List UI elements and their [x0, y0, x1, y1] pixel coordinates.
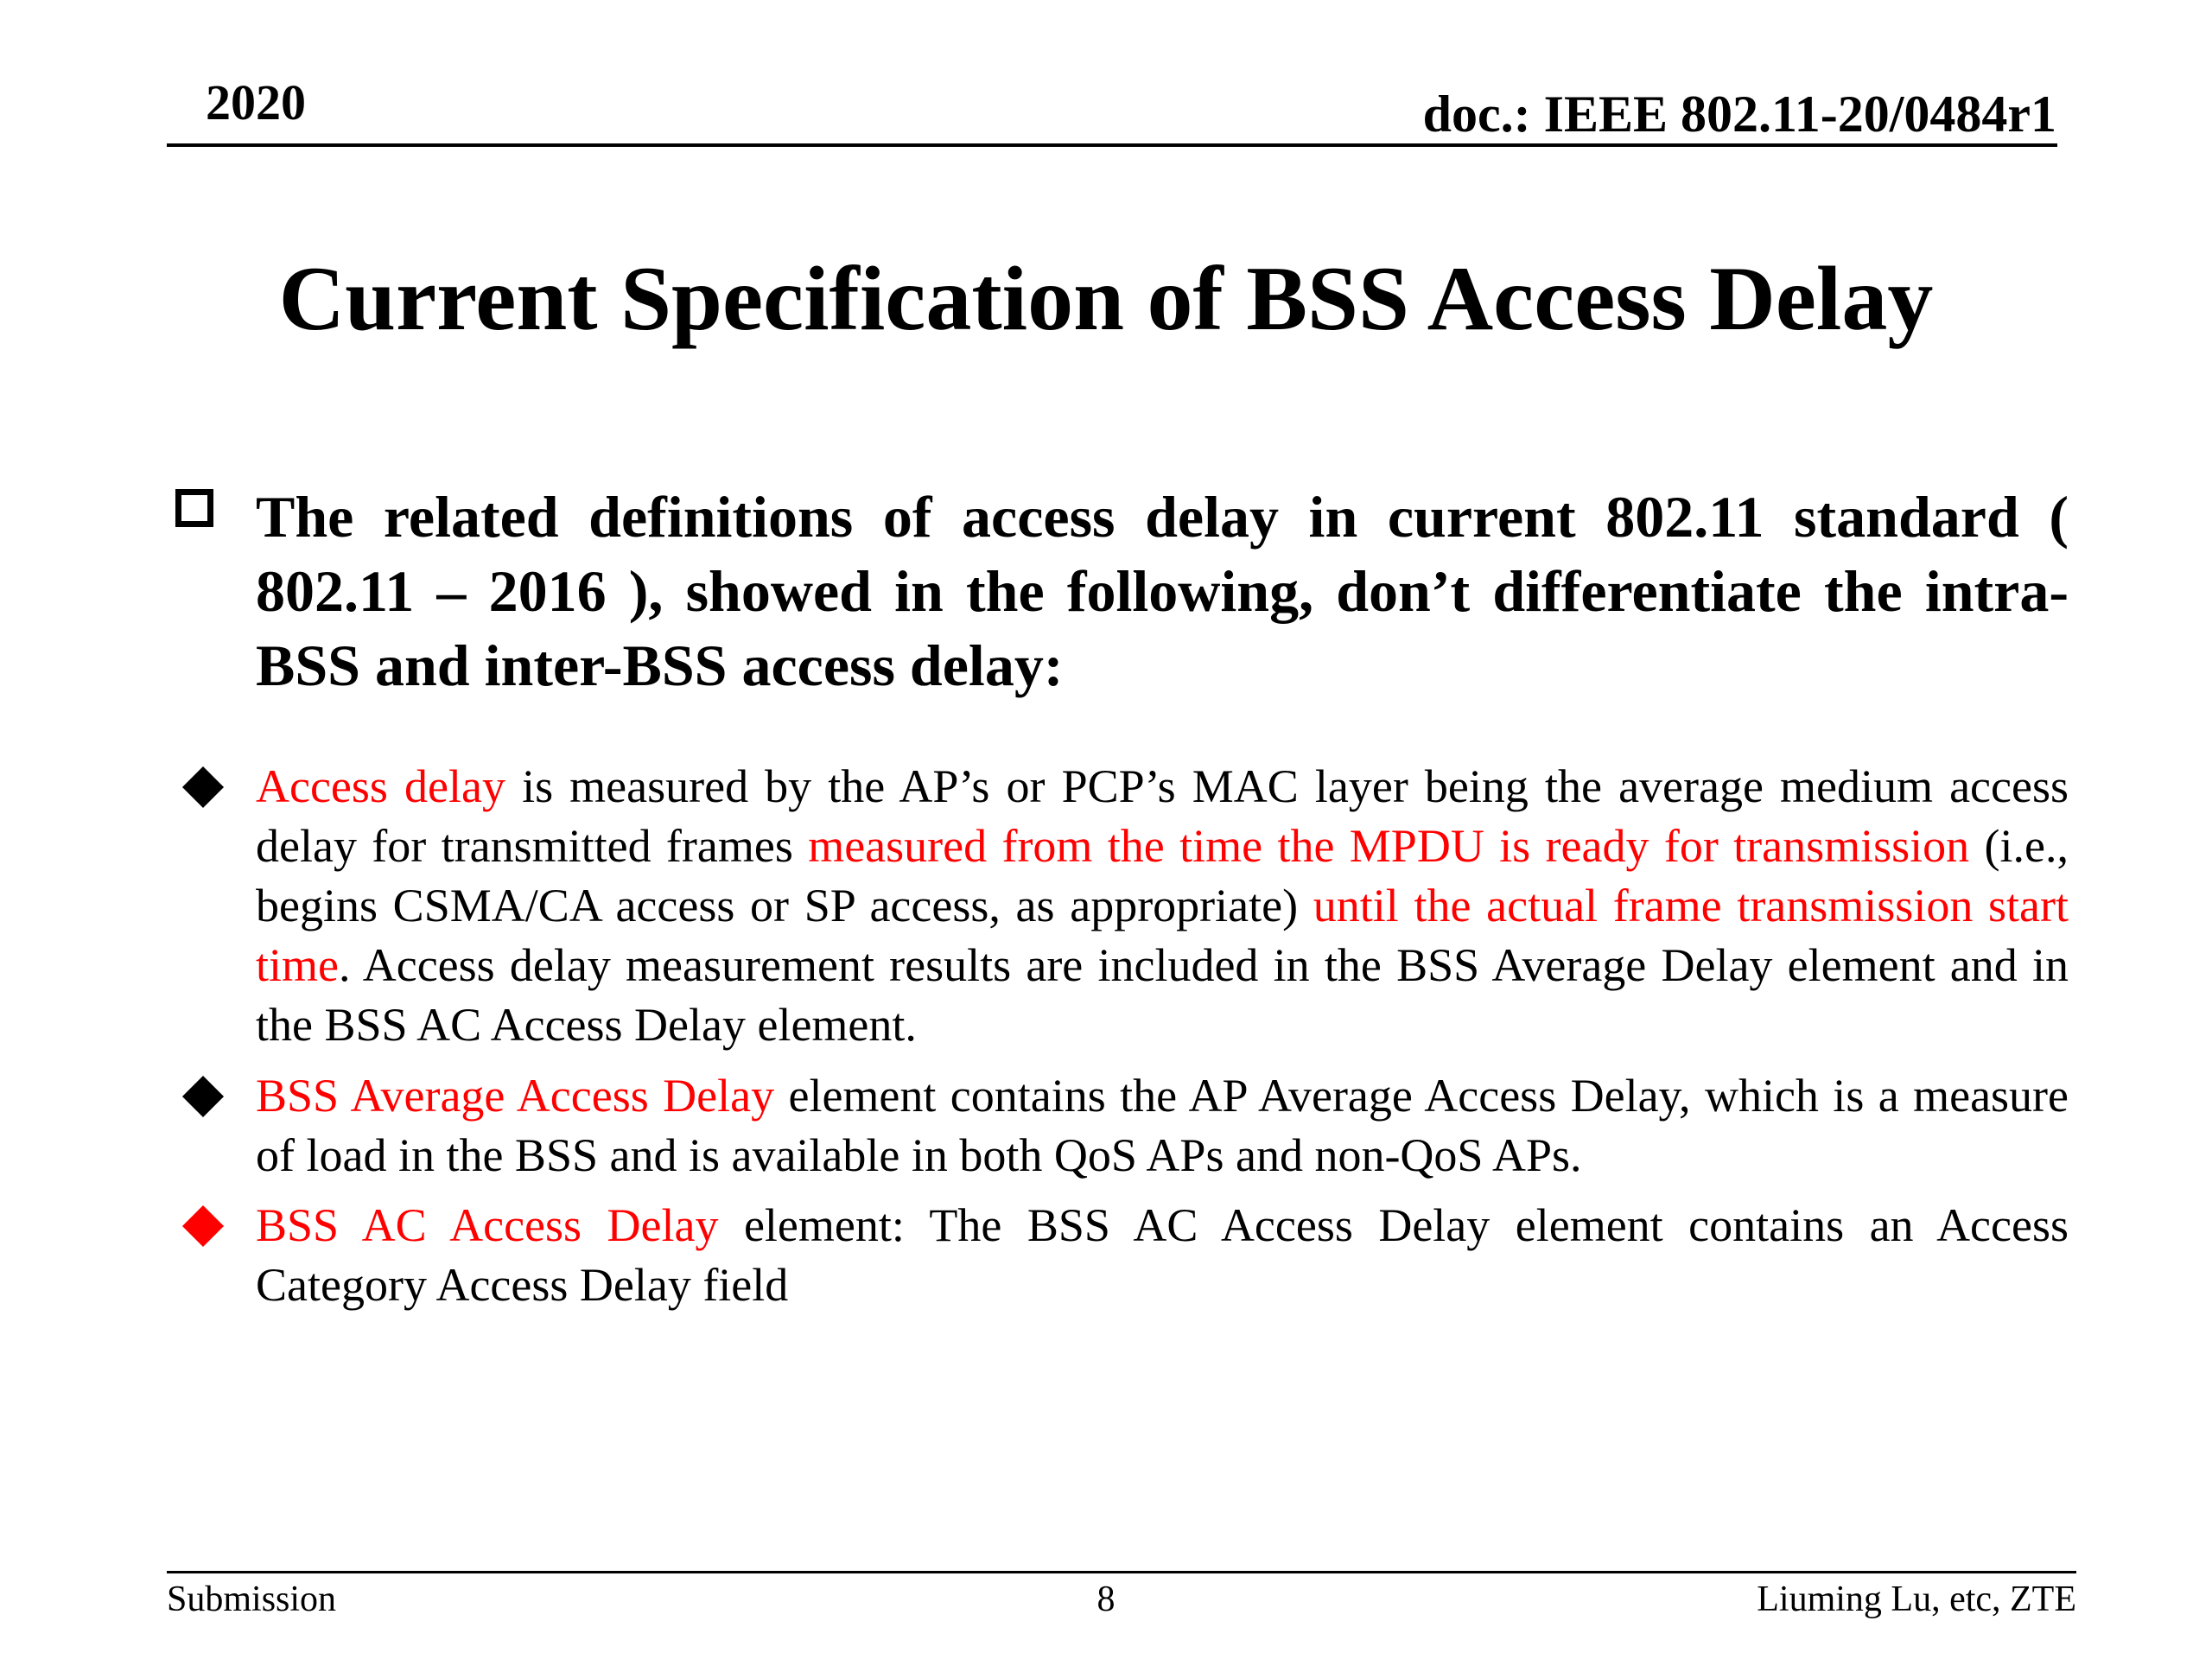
header-year: 2020	[206, 74, 306, 130]
bullet-text-segment: is measured by the AP’s or PCP’s MAC layer being the average medium access delay for transmitted frames	[256, 760, 2069, 872]
bullet-text-segment: . Access delay measurement results are included in the BSS Average Delay element and in the BSS AC Access Delay element.	[256, 939, 2069, 1051]
bullet-text-segment: until the actual frame transmission start time	[256, 880, 2069, 991]
footer-submission: Submission	[167, 1580, 337, 1619]
bullet-text-segment: BSS Average Access Delay	[256, 1070, 775, 1122]
slide-title: Current Specification of BSS Access Delay	[278, 248, 1934, 349]
hollow-square-bullet-icon	[175, 489, 213, 527]
footer-divider	[167, 1571, 2076, 1573]
footer-page-number: 8	[1096, 1580, 1116, 1619]
bullet-item-bss-ac-access-delay	[256, 1196, 2069, 1315]
header-doc-id: doc.: IEEE 802.11-20/0484r1	[1422, 86, 2056, 143]
bullet-text-segment: (i.e., begins CSMA/CA access or SP access, as appropriate)	[256, 820, 2069, 931]
bullet-text-segment: measured from the time the MPDU is ready for transmission	[808, 820, 1970, 872]
bullet-text-segment: Access delay	[256, 760, 505, 812]
bullet-text-segment: BSS AC Access Delay	[256, 1199, 719, 1251]
bullet-item-access-delay	[256, 757, 2069, 1055]
bullet-text-segment: element contains the AP Average Access Delay, which is a measure of load in the BSS and is available in both QoS APs and non-QoS APs.	[256, 1070, 2069, 1181]
header-divider	[167, 143, 2057, 147]
diamond-bullet-icon	[182, 1076, 224, 1117]
diamond-bullet-icon	[182, 1205, 224, 1247]
main-point-text: The related definitions of access delay in current 802.11 standard ( 802.11 – 2016 ), showed in the following, don’t differentiate the intra-BSS and inter-BSS access delay:	[256, 484, 2069, 698]
bullet-text-segment: element: The BSS AC Access Delay element contains an Access Category Access Delay field	[256, 1199, 2069, 1311]
diamond-bullet-icon	[182, 766, 224, 808]
bullet-item-bss-average-access-delay	[256, 1066, 2069, 1185]
footer-author: Liuming Lu, etc, ZTE	[1757, 1580, 2076, 1619]
